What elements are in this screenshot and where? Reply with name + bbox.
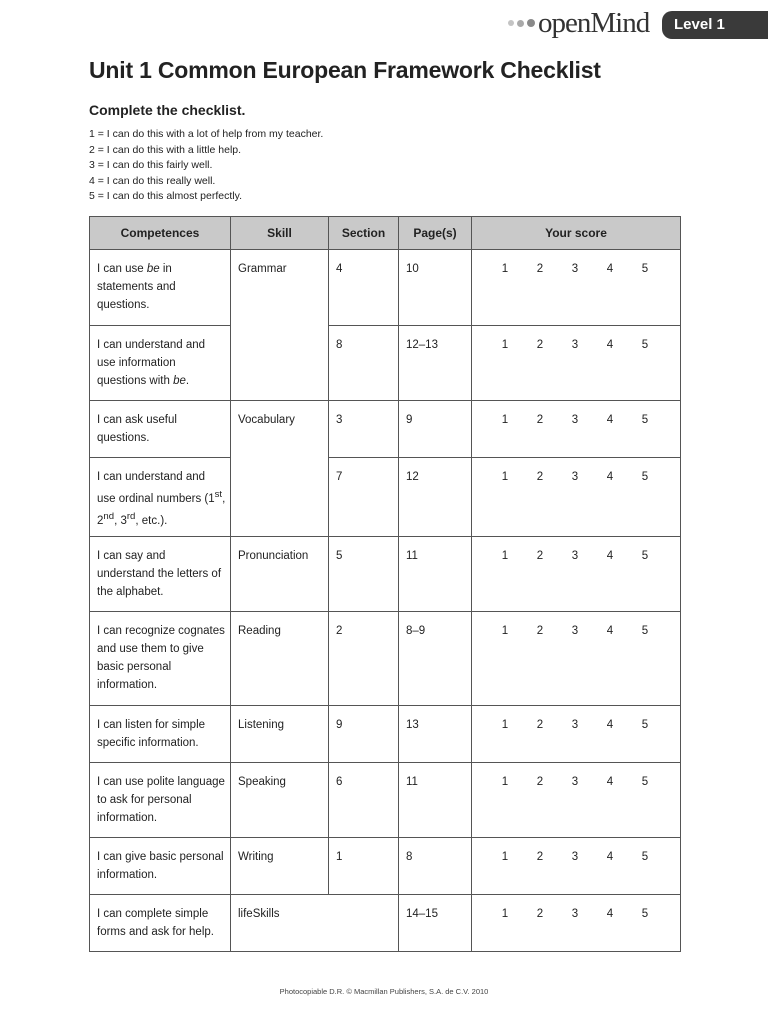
score-option-4[interactable]: 4: [606, 549, 614, 562]
score-option-1[interactable]: 1: [501, 414, 509, 426]
legend-item: 4 = I can do this really well.: [89, 174, 216, 187]
score-option-2[interactable]: 2: [536, 718, 544, 731]
level-badge: Level 1: [662, 11, 768, 39]
score-option-5[interactable]: 5: [641, 263, 649, 275]
score-option-5[interactable]: 5: [641, 775, 649, 788]
pages-cell: 8–9: [399, 611, 472, 705]
legend-item: 2 = I can do this with a little help.: [89, 143, 242, 156]
header-pages: Page(s): [399, 217, 472, 250]
skill-cell: Listening: [231, 705, 329, 762]
competence-cell: I can ask useful questions.: [90, 401, 231, 458]
pages-cell: 9: [399, 401, 472, 458]
score-option-1[interactable]: 1: [501, 339, 509, 351]
pages-cell: 8: [399, 837, 472, 894]
pages-cell: 12: [399, 458, 472, 537]
logo-dots-icon: [508, 19, 535, 27]
score-option-3[interactable]: 3: [571, 339, 579, 351]
openmind-logo: [508, 8, 649, 38]
competence-cell: I can understand and use ordinal numbers (1st, 2nd, 3rd, etc.).: [90, 458, 231, 537]
page-title: Unit 1 Common European Framework Checklist: [89, 57, 601, 83]
pages-cell: 12–13: [399, 326, 472, 401]
pages-cell: 11: [399, 536, 472, 611]
table-row: [90, 837, 681, 894]
table-row: [90, 458, 681, 537]
skill-cell: Reading: [231, 611, 329, 705]
competence-cell: I can use polite language to ask for personal information.: [90, 762, 231, 837]
score-option-5[interactable]: 5: [641, 549, 649, 562]
table-row: [90, 705, 681, 762]
section-cell: 2: [329, 611, 399, 705]
competence-cell: I can recognize cognates and use them to give basic personal information.: [90, 611, 231, 705]
skill-cell: Speaking: [231, 762, 329, 837]
competence-cell: I can give basic personal information.: [90, 837, 231, 894]
score-option-3[interactable]: 3: [571, 718, 579, 731]
brand-open: open: [538, 6, 591, 39]
score-option-1[interactable]: 1: [501, 850, 509, 863]
score-option-2[interactable]: 2: [536, 850, 544, 863]
score-option-2[interactable]: 2: [536, 624, 544, 637]
section-cell: 9: [329, 705, 399, 762]
brand-mind: Mind: [590, 6, 650, 39]
score-option-2[interactable]: 2: [536, 775, 544, 788]
section-cell: 7: [329, 458, 399, 537]
competence-cell: I can say and understand the letters of the alphabet.: [90, 536, 231, 611]
score-option-3[interactable]: 3: [571, 471, 579, 483]
score-option-3[interactable]: 3: [571, 263, 579, 275]
pages-cell: 10: [399, 250, 472, 326]
score-option-4[interactable]: 4: [606, 907, 614, 920]
score-option-1[interactable]: 1: [501, 263, 509, 275]
score-option-3[interactable]: 3: [571, 850, 579, 863]
score-cell: [472, 250, 681, 326]
skill-cell: lifeSkills: [231, 894, 399, 951]
table-header-row: [90, 217, 681, 250]
table-row: [90, 536, 681, 611]
section-cell: 6: [329, 762, 399, 837]
skill-cell: Pronunciation: [231, 536, 329, 611]
section-cell: 8: [329, 326, 399, 401]
competence-cell: I can complete simple forms and ask for help.: [90, 894, 231, 951]
legend-item: 1 = I can do this with a lot of help from my teacher.: [89, 128, 324, 140]
score-option-5[interactable]: 5: [641, 718, 649, 731]
competence-cell: I can understand and use information questions with be.: [90, 326, 231, 401]
table-row: [90, 611, 681, 705]
score-option-1[interactable]: 1: [501, 907, 509, 920]
skill-cell: Grammar: [231, 250, 329, 401]
score-option-5[interactable]: 5: [641, 471, 649, 483]
score-option-3[interactable]: 3: [571, 775, 579, 788]
score-option-4[interactable]: 4: [606, 775, 614, 788]
score-option-2[interactable]: 2: [536, 263, 544, 275]
table-row: [90, 326, 681, 401]
score-option-1[interactable]: 1: [501, 549, 509, 562]
section-cell: 3: [329, 401, 399, 458]
score-cell: [472, 536, 681, 611]
table-row: [90, 894, 681, 951]
score-cell: [472, 326, 681, 401]
score-option-3[interactable]: 3: [571, 907, 579, 920]
score-option-4[interactable]: 4: [606, 339, 614, 351]
score-option-4[interactable]: 4: [606, 414, 614, 426]
skill-cell: Vocabulary: [231, 401, 329, 537]
score-cell: [472, 837, 681, 894]
score-cell: [472, 401, 681, 458]
score-cell: [472, 611, 681, 705]
legend-item: 5 = I can do this almost perfectly.: [89, 190, 243, 203]
table-row: [90, 250, 681, 326]
checklist-table: [89, 216, 681, 952]
score-option-4[interactable]: 4: [606, 718, 614, 731]
score-option-2[interactable]: 2: [536, 907, 544, 920]
competence-cell: I can use be in statements and questions.: [90, 250, 231, 326]
score-cell: [472, 458, 681, 537]
score-cell: [472, 705, 681, 762]
score-option-4[interactable]: 4: [606, 471, 614, 483]
score-option-4[interactable]: 4: [606, 263, 614, 275]
competence-cell: I can listen for simple specific information.: [90, 705, 231, 762]
score-option-1[interactable]: 1: [501, 471, 509, 483]
score-option-5[interactable]: 5: [641, 907, 649, 920]
pages-cell: 11: [399, 762, 472, 837]
score-option-1[interactable]: 1: [501, 718, 509, 731]
score-option-5[interactable]: 5: [641, 414, 649, 426]
score-option-2[interactable]: 2: [536, 549, 544, 562]
score-option-4[interactable]: 4: [606, 850, 614, 863]
score-option-5[interactable]: 5: [641, 624, 649, 637]
score-option-2[interactable]: 2: [536, 339, 544, 351]
score-option-3[interactable]: 3: [571, 414, 579, 426]
skill-cell: Writing: [231, 837, 329, 894]
copyright-footer: Photocopiable D.R. © Macmillan Publishers, S.A. de C.V. 2010: [279, 987, 489, 996]
header-competences: Competences: [90, 217, 231, 250]
score-cell: [472, 894, 681, 951]
score-option-1[interactable]: 1: [501, 624, 509, 637]
score-option-3[interactable]: 3: [571, 624, 579, 637]
instruction: Complete the checklist.: [89, 102, 246, 118]
table-row: [90, 401, 681, 458]
header-your-score: Your score: [472, 217, 681, 250]
score-legend: [89, 127, 323, 205]
header-skill: Skill: [231, 217, 329, 250]
section-cell: 4: [329, 250, 399, 326]
pages-cell: 13: [399, 705, 472, 762]
legend-item: 3 = I can do this fairly well.: [89, 159, 213, 172]
score-cell: [472, 762, 681, 837]
header-section: Section: [329, 217, 399, 250]
section-cell: 5: [329, 536, 399, 611]
score-option-4[interactable]: 4: [606, 624, 614, 637]
score-option-2[interactable]: 2: [536, 471, 544, 483]
score-option-3[interactable]: 3: [571, 549, 579, 562]
score-option-2[interactable]: 2: [536, 414, 544, 426]
score-option-1[interactable]: 1: [501, 775, 509, 788]
section-cell: 1: [329, 837, 399, 894]
pages-cell: 14–15: [399, 894, 472, 951]
table-row: [90, 762, 681, 837]
brand-name: [538, 6, 650, 39]
score-option-5[interactable]: 5: [641, 850, 649, 863]
score-option-5[interactable]: 5: [641, 339, 649, 351]
